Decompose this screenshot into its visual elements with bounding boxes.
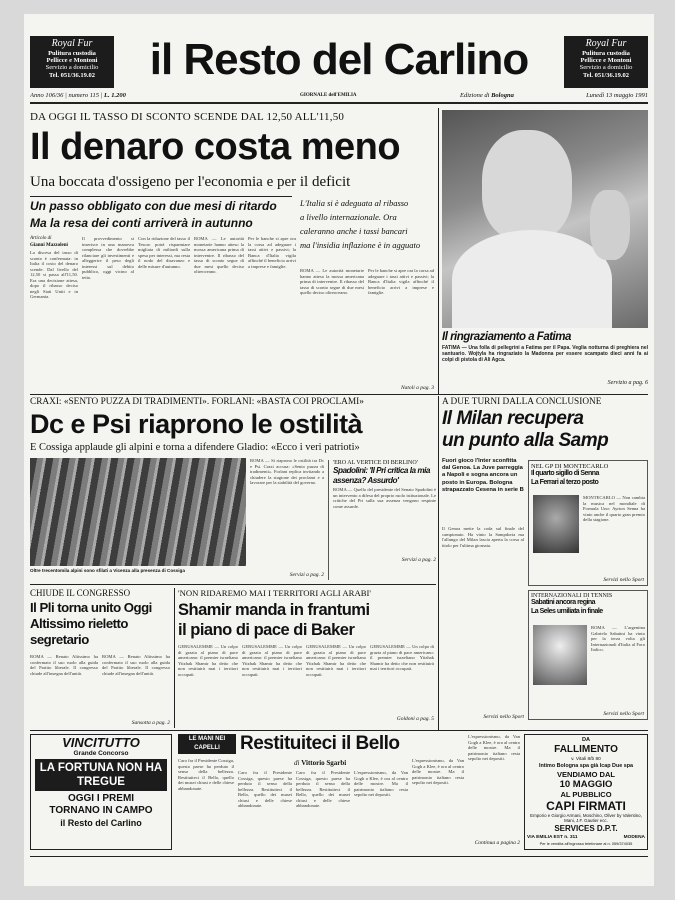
tennis-kicker: INTERNAZIONALI DI TENNIS	[531, 593, 613, 599]
anno: Anno 106/36	[30, 92, 64, 99]
pope-jump: Servizio a pag. 6	[607, 380, 648, 386]
politics-subhead: E Cossiga applaude gli alpini e torna a difendere Gladio: «Ecco i veri patrioti»	[30, 442, 360, 453]
ad-phone: Tel. 051/36.19.02	[49, 71, 95, 79]
lead-col-6: ROMA — Le autorità monetarie hanno atteso la mossa americana prima di intervenire. Il ribasso del tasso di sconto segue di due mesi quello deciso oltreoceano.	[300, 268, 364, 295]
vincitutto-box	[30, 734, 172, 850]
f1-head-1: Il quarto sigillo di Senna	[531, 470, 599, 477]
pope-caption-text: FATIMA — Una folla di pellegrini a Fatima per il Papa. Veglia notturna di preghiera nel santuario. Wojtyla ha ringraziato la Madonna per essere scampato dieci anni fa ai colpi di pistola di Ali Agca.	[442, 345, 648, 363]
fall-info: Per le vendita all'ingrosso telefonare al n. 059/374035	[539, 840, 633, 846]
lead-subhead: Una boccata d'ossigeno per l'economia e per il deficit	[30, 174, 351, 190]
shamir-kicker: 'NON RIDAREMO MAI I TERRITORI AGLI ARABI'	[178, 588, 371, 598]
editorial-text-1: Caro fra il Presidente Cossiga, questo paese ha perduto il senso della bellezza. Restituiteci il Bello, quello dei musei chiusi e delle chiese abbandonate.	[178, 758, 234, 791]
lead-col-3: Con la riduzione del tasso il Tesoro potrà risparmiare migliaia di miliardi sulla spesa per interessi, ma resta il nodo del disavanzo e delle misure d'autunno.	[138, 236, 190, 269]
sport-vrule	[438, 396, 439, 730]
masthead-title: il Resto del Carlino	[149, 35, 529, 84]
pli-text-2: ROMA — Renato Altissimo ha confermato il suo ruolo alla guida del Partito liberale. Il congresso chiude all'insegna dell'unità.	[102, 654, 170, 676]
quote-line: a livello internazionale. Ora	[300, 212, 397, 222]
spadolini-kicker: 'ERO AL VERTICE DI BERLINO'	[333, 460, 418, 466]
lead-col-7: Per le banche si apre ora la corsa ad adeguare i tassi attivi e passivi; la Banca d'Italia vigila affinché il beneficio arrivi a imprese e famiglie.	[368, 268, 434, 295]
edition: Bologna	[491, 92, 514, 99]
tennis-text: ROMA — L'argentina Gabriela Sabatini ha vinto per la terza volta gli Internazionali d'Italia al Foro Italico.	[591, 625, 645, 652]
editorial-text-2: Caro fra il Presidente Cossiga, questo paese ha perduto il senso della bellezza. Restituiteci il Bello, quello dei musei chiusi e delle chiese abbandonate.	[238, 770, 292, 808]
pope-photo	[442, 110, 648, 328]
pli-headline: Il Pli torna unito Oggi Altissimo rieletto segretario	[30, 600, 152, 647]
fall-pubblico: AL PUBBLICO	[560, 790, 612, 799]
lead-col-2: Il provvedimento si inserisce in una manovra complessa che dovrebbe rilanciare gli investimenti e alleggerire il peso degli interessi sul debito pubblico, oggi vicino al tetto.	[82, 236, 134, 280]
editorial-headline: Restituiteci il Bello	[240, 733, 400, 754]
newspaper-page	[24, 14, 654, 886]
lead-deck	[30, 196, 292, 232]
deck-line-1: Un passo obbligato con due mesi di ritardo	[30, 199, 277, 213]
fall-addr: v. Vitali 8/b 80	[571, 757, 601, 762]
fall-vendiamo: VENDIAMO DAL	[557, 770, 615, 779]
quote-line: L'Italia si è adeguata al ribasso	[300, 198, 409, 208]
sport-jump: Servizi nello Sport	[483, 714, 524, 720]
vincitutto-brand: il Resto del Carlino	[60, 818, 142, 828]
f1-text: MONTECARLO — Non cambia la musica nel mondiale di Formula Uno: Ayrton Senna ha vinto anche il quarto gran premio della stagione.	[583, 495, 645, 522]
shamir-headline	[178, 600, 436, 640]
f1-jump: Servizi nello Sport	[603, 577, 644, 583]
ad-line: Pulitura custodia	[582, 49, 630, 57]
editorial-text-3: Caro fra il Presidente Cossiga, questo paese ha perduto il senso della bellezza. Restituiteci il Bello, quello dei musei chiusi e delle chiese abbandonate.	[296, 770, 350, 808]
lead-col-1: La discesa del tasso di sconto è confermata: in Italia il costo del denaro scende. Dal livello del 12,50 si passa all'11,50. Era una decisione attesa, dopo il ribasso deciso negli Stati Uniti e in Germania.	[30, 250, 78, 299]
f1-head	[531, 470, 645, 487]
alpini-photo	[30, 458, 246, 566]
section-rule-2	[30, 584, 436, 585]
bottom-rule	[30, 856, 648, 857]
fall-brands: Emporio e Giorgio Armani, Moschino, Oliver by Valentino, Mani, J.F. Gautier ecc.	[530, 813, 642, 824]
lead-col-4: ROMA — Le autorità monetarie hanno atteso la mossa americana prima di intervenire. Il ribasso del tasso di sconto segue di due mesi quello deciso oltreoceano.	[194, 236, 244, 274]
vincitutto-head: LA FORTUNA NON HA TREGUE	[35, 759, 167, 791]
spadolini-head: Spadolini: 'Il Pri critica la mia assenza? Assurdo'	[333, 466, 430, 485]
price: L. 1.200	[104, 92, 126, 99]
vincitutto-sub: Grande Concorso	[73, 750, 129, 757]
section-rule-3	[30, 730, 648, 731]
fall-city: MODENA	[623, 834, 645, 840]
editorial-text-6: L'espressionismo, da Van Gogh a Klee, è ora al centro delle mostre. Ma il patrimonio italiano resta sepolto nei depositi.	[468, 734, 520, 761]
vincitutto-l1: OGGI I PREMI	[67, 793, 135, 804]
editorial-jump: Continua a pagina 2	[474, 840, 520, 846]
f1-box	[528, 460, 648, 586]
sport-headline	[442, 408, 648, 452]
fall-date: 10 MAGGIO	[559, 779, 613, 790]
royal-fur-ad-left	[30, 36, 114, 88]
spadolini-box	[328, 460, 436, 580]
pli-vrule	[174, 588, 175, 728]
vincitutto-title: VINCITUTTO	[62, 735, 140, 750]
fall-da: DA	[581, 737, 591, 743]
sport-head-1: Il Milan recupera	[442, 408, 584, 429]
politics-kicker: CRAXI: «SENTO PUZZA DI TRADIMENTI». FORLANI: «BASTA COI PROCLAMI»	[30, 397, 364, 407]
pli-kicker: CHIUDE IL CONGRESSO	[30, 588, 131, 598]
giornale-emilia: GIORNALE dell'EMILIA	[300, 93, 357, 98]
byline-name: Gianni Mazzoleni	[30, 243, 68, 248]
quote-line: ma l'insidia inflazione è in agguato	[300, 240, 421, 250]
ad-line: Servizio a domicilio	[45, 64, 99, 72]
politics-headline: Dc e Psi riaprono le ostilità	[30, 409, 363, 439]
byline-name: Vittorio Sgarbi	[301, 759, 347, 767]
fall-street	[527, 834, 645, 841]
dateline: Anno 106/36 | numero 115 | L. 1.200 GIORNALE dell'EMILIA Edizione di Bologna Lunedì 13 maggio 1991	[30, 92, 648, 99]
f1-head-2: La Ferrari al terzo posto	[531, 478, 599, 486]
date: Lunedì 13 maggio 1991	[586, 92, 648, 99]
politics-text: ROMA — Si riaprono le ostilità tra Dc e Psi. Craxi accusa: «Sento puzza di tradimenti». Forlani replica invitando a chiudere la stagione dei proclami e a lavorare per la stabilità del governo.	[250, 458, 324, 485]
lead-quote	[300, 196, 434, 266]
editorial-text-5: L'espressionismo, da Van Gogh a Klee, è ora al centro delle mostre. Ma il patrimonio italiano resta sepolto nei depositi.	[412, 758, 464, 785]
tennis-head-1: Sabatini ancora regina	[531, 599, 596, 606]
edition-label: Edizione di	[460, 92, 490, 99]
pope-hand	[590, 190, 630, 260]
sport-head-2: un punto alla Samp	[442, 430, 609, 451]
fall-head: FALLIMENTO	[554, 744, 618, 755]
sabatini-photo	[533, 625, 587, 685]
spadolini-text: ROMA — Quello del presidente del Senato Spadolini è un intervento a difesa del proprio ruolo istituzionale. Le critiche del Pri sulla sua assenza vengono respinte come assurde.	[333, 487, 436, 509]
deck-line-2: Ma la resa dei conti arriverà in autunno	[30, 216, 253, 230]
ad-line: Pellicce e Montoni	[580, 56, 632, 64]
section-rule-1	[30, 394, 648, 395]
pope-figure	[482, 130, 572, 240]
numero: numero 115	[68, 92, 99, 99]
masthead-rule	[30, 102, 648, 104]
ad-line: Pulitura custodia	[48, 49, 96, 57]
tennis-jump: Servizi nello Sport	[603, 711, 644, 717]
lead-headline: Il denaro costa meno	[30, 126, 401, 168]
byline-kind: Articolo di	[30, 236, 52, 241]
fall-services: SERVICES D.P.T.	[554, 823, 618, 833]
fall-street-addr: VIA EMILIA EST n. 311	[527, 834, 578, 840]
tennis-head	[531, 599, 645, 616]
shamir-head-1: Shamir manda in frantumi	[178, 601, 370, 619]
shamir-text-4: GERUSALEMME — Un colpo di grazia al piano di pace americano: il premier israeliano Yitzhak Shamir ha detto che non restituirà mai i territori occupati.	[370, 644, 434, 671]
shamir-jump: Goldoni a pag. 5	[396, 716, 434, 722]
fall-company: Intimo Bologna spa già Icap Due spa	[538, 763, 634, 769]
ad-line: Pellicce e Montoni	[46, 56, 98, 64]
shamir-text-2: GERUSALEMME — Un colpo di grazia al piano di pace americano: il premier israeliano Yitzhak Shamir ha detto che non restituirà mai i territori occupati.	[242, 644, 302, 677]
alpini-caption: Oltre trecentomila alpini sono sfilati a Vicenza alla presenza di Cossiga	[30, 568, 185, 573]
senna-photo	[533, 495, 579, 553]
shamir-head-2: il piano di pace di Baker	[178, 621, 355, 639]
editorial-badge: LE MANI NEI CAPELLI	[178, 734, 236, 754]
sport-kicker: A DUE TURNI DALLA CONCLUSIONE	[442, 397, 602, 407]
quote-line: caleranno anche i tassi bancari	[300, 226, 408, 236]
lead-vrule	[438, 108, 439, 394]
f1-kicker: NEL GP DI MONTECARLO	[531, 463, 609, 470]
ad-phone: Tel. 051/36.19.02	[583, 71, 629, 79]
tennis-head-2: La Seles umiliata in finale	[531, 607, 603, 615]
ad-line: Servizio a domicilio	[579, 64, 633, 72]
editorial-text-4: L'espressionismo, da Van Gogh a Klee, è ora al centro delle mostre. Ma il patrimonio italiano resta sepolto nei depositi.	[354, 770, 408, 797]
shamir-text-3: GERUSALEMME — Un colpo di grazia al piano di pace americano: il premier israeliano Yitzhak Shamir ha detto che non restituirà mai i territori occupati.	[306, 644, 366, 677]
lead-kicker: DA OGGI IL TASSO DI SCONTO SCENDE DAL 12,50 ALL'11,50	[30, 111, 345, 123]
ad-title: Royal Fur	[51, 38, 93, 49]
fallimento-ad	[524, 734, 648, 850]
pli-jump: Sansotta a pag. 2	[131, 720, 170, 726]
lead-byline	[30, 235, 90, 249]
ad-title: Royal Fur	[585, 38, 627, 49]
lead-col-5: Per le banche si apre ora la corsa ad adeguare i tassi attivi e passivi; la Banca d'Italia vigila affinché il beneficio arrivi a imprese e famiglie.	[248, 236, 296, 269]
spadolini-jump: Servizi a pag. 2	[401, 557, 436, 563]
fall-brand: CAPI FIRMATI	[546, 799, 626, 813]
shamir-text-1: GERUSALEMME — Un colpo di grazia al piano di pace americano: il premier israeliano Yitzhak Shamir ha detto che non restituirà mai i territori occupati.	[178, 644, 238, 677]
sport-deck: Fuori gioco l'Inter sconfitta dal Genoa. La Juve parreggia a Napoli e sogna ancora un posto in Europa. Bologna strapazzato Cesena in serie B	[442, 458, 524, 493]
byline-kind: di	[294, 759, 300, 767]
tennis-box	[528, 590, 648, 720]
politics-jump: Servizi a pag. 2	[289, 572, 324, 578]
lead-jump: Natoli a pag. 3	[400, 385, 434, 391]
pli-text-1: ROMA — Renato Altissimo ha confermato il suo ruolo alla guida del Partito liberale. Il congresso chiude all'insegna dell'unità.	[30, 654, 98, 676]
pope-cassock	[452, 230, 612, 328]
vincitutto-l2: TORNANO IN CAMPO	[49, 805, 153, 816]
pope-caption-head: Il ringraziamento a Fatima	[442, 331, 571, 343]
royal-fur-ad-right	[564, 36, 648, 88]
sport-text: Il Genoa mette la coda sul finale del campionato. Ha vinto la Sampdoria ma l'allungo del Milan lascia aperta la corsa al titolo per l'ultima giornata.	[442, 526, 524, 548]
